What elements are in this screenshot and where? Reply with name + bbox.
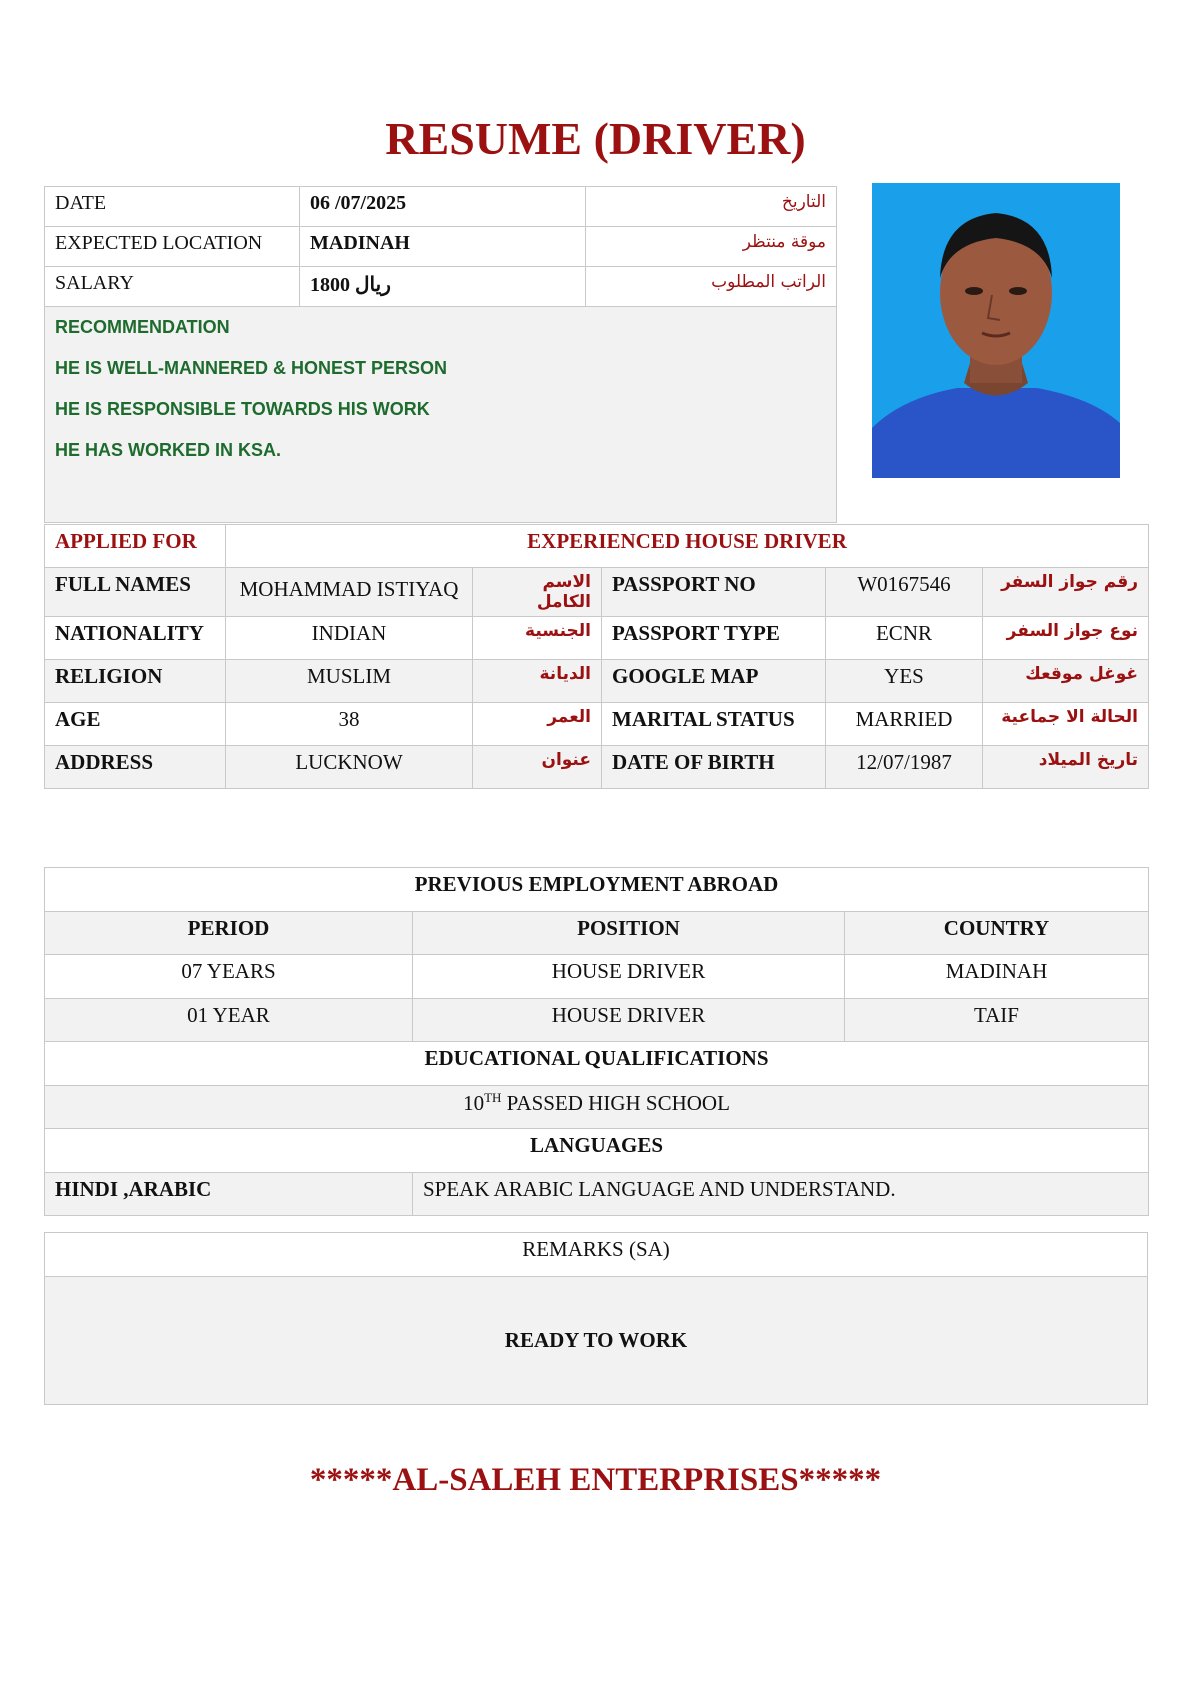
marital-status-label: MARITAL STATUS xyxy=(602,703,826,746)
date-label: DATE xyxy=(45,187,300,227)
nationality-label-ar: الجنسية xyxy=(473,617,602,660)
position-header: POSITION xyxy=(413,911,845,955)
period-header: PERIOD xyxy=(45,911,413,955)
passport-type-value: ECNR xyxy=(826,617,983,660)
nationality-label: NATIONALITY xyxy=(45,617,226,660)
full-name-label-ar: الاسم الكامل xyxy=(473,568,602,617)
location-value: MADINAH xyxy=(300,227,586,267)
address-label: ADDRESS xyxy=(45,746,226,789)
salary-value: 1800 ريال xyxy=(300,267,586,307)
detail-row xyxy=(45,568,1149,617)
age-value: 38 xyxy=(226,703,473,746)
passport-no-value: W0167546 xyxy=(826,568,983,617)
remarks-heading: REMARKS (SA) xyxy=(45,1233,1148,1277)
google-map-label: GOOGLE MAP xyxy=(602,660,826,703)
education-grade-suffix: TH xyxy=(484,1089,502,1105)
candidate-photo xyxy=(872,183,1120,478)
details-table xyxy=(44,524,1149,789)
religion-label-ar: الديانة xyxy=(473,660,602,703)
page-title: RESUME (DRIVER) xyxy=(385,113,806,164)
languages-heading: LANGUAGES xyxy=(45,1129,1149,1173)
passport-type-label: PASSPORT TYPE xyxy=(602,617,826,660)
religion-value: MUSLIM xyxy=(226,660,473,703)
date-of-birth-label: DATE OF BIRTH xyxy=(602,746,826,789)
passport-no-label: PASSPORT NO xyxy=(602,568,826,617)
applied-for-value: EXPERIENCED HOUSE DRIVER xyxy=(226,525,1149,568)
recommendation-line: HE IS WELL-MANNERED & HONEST PERSON xyxy=(55,358,448,378)
passport-type-label-ar: نوع جواز السفر xyxy=(983,617,1149,660)
location-label-ar: موقة منتظر xyxy=(586,227,837,267)
company-footer: *****AL-SALEH ENTERPRISES***** xyxy=(309,1462,882,1498)
country-cell: TAIF xyxy=(845,998,1149,1042)
salary-label-ar: الراتب المطلوب xyxy=(586,267,837,307)
date-value: 06 /07/2025 xyxy=(300,187,586,227)
country-header: COUNTRY xyxy=(845,911,1149,955)
employment-heading: PREVIOUS EMPLOYMENT ABROAD xyxy=(45,868,1149,912)
period-cell: 01 YEAR xyxy=(45,998,413,1042)
education-value xyxy=(45,1085,1149,1129)
detail-row xyxy=(45,660,1149,703)
date-of-birth-label-ar: تاريخ الميلاد xyxy=(983,746,1149,789)
summary-table xyxy=(44,186,837,523)
religion-label: RELIGION xyxy=(45,660,226,703)
detail-row xyxy=(45,703,1149,746)
age-label: AGE xyxy=(45,703,226,746)
detail-row xyxy=(45,617,1149,660)
country-cell: MADINAH xyxy=(845,955,1149,999)
recommendation-line: HE HAS WORKED IN KSA. xyxy=(55,440,282,460)
nationality-value: INDIAN xyxy=(226,617,473,660)
age-label-ar: العمر xyxy=(473,703,602,746)
recommendation-line: HE IS RESPONSIBLE TOWARDS HIS WORK xyxy=(55,399,430,419)
marital-status-label-ar: الحالة الا جماعية xyxy=(983,703,1149,746)
education-text: PASSED HIGH SCHOOL xyxy=(501,1090,730,1115)
period-cell: 07 YEARS xyxy=(45,955,413,999)
applied-for-label: APPLIED FOR xyxy=(45,525,226,568)
languages-list: HINDI ,ARABIC xyxy=(45,1172,413,1216)
google-map-label-ar: غوغل موقعك xyxy=(983,660,1149,703)
table-row xyxy=(45,998,1149,1042)
remarks-table xyxy=(44,1232,1148,1405)
salary-label: SALARY xyxy=(45,267,300,307)
google-map-value: YES xyxy=(826,660,983,703)
full-name-value: MOHAMMAD ISTIYAQ xyxy=(226,568,473,617)
marital-status-value: MARRIED xyxy=(826,703,983,746)
date-label-ar: التاريخ xyxy=(586,187,837,227)
table-row xyxy=(45,955,1149,999)
recommendation-box xyxy=(45,307,837,523)
address-label-ar: عنوان xyxy=(473,746,602,789)
position-cell: HOUSE DRIVER xyxy=(413,955,845,999)
recommendation-heading: RECOMMENDATION xyxy=(55,317,230,337)
date-of-birth-value: 12/07/1987 xyxy=(826,746,983,789)
education-heading: EDUCATIONAL QUALIFICATIONS xyxy=(45,1042,1149,1086)
education-grade: 10 xyxy=(463,1090,485,1115)
address-value: LUCKNOW xyxy=(226,746,473,789)
detail-row xyxy=(45,746,1149,789)
position-cell: HOUSE DRIVER xyxy=(413,998,845,1042)
experience-table xyxy=(44,867,1149,1216)
passport-no-label-ar: رقم جواز السفر xyxy=(983,568,1149,617)
remarks-value: READY TO WORK xyxy=(45,1277,1148,1405)
full-name-label: FULL NAMES xyxy=(45,568,226,617)
location-label: EXPECTED LOCATION xyxy=(45,227,300,267)
languages-note: SPEAK ARABIC LANGUAGE AND UNDERSTAND. xyxy=(413,1172,1149,1216)
